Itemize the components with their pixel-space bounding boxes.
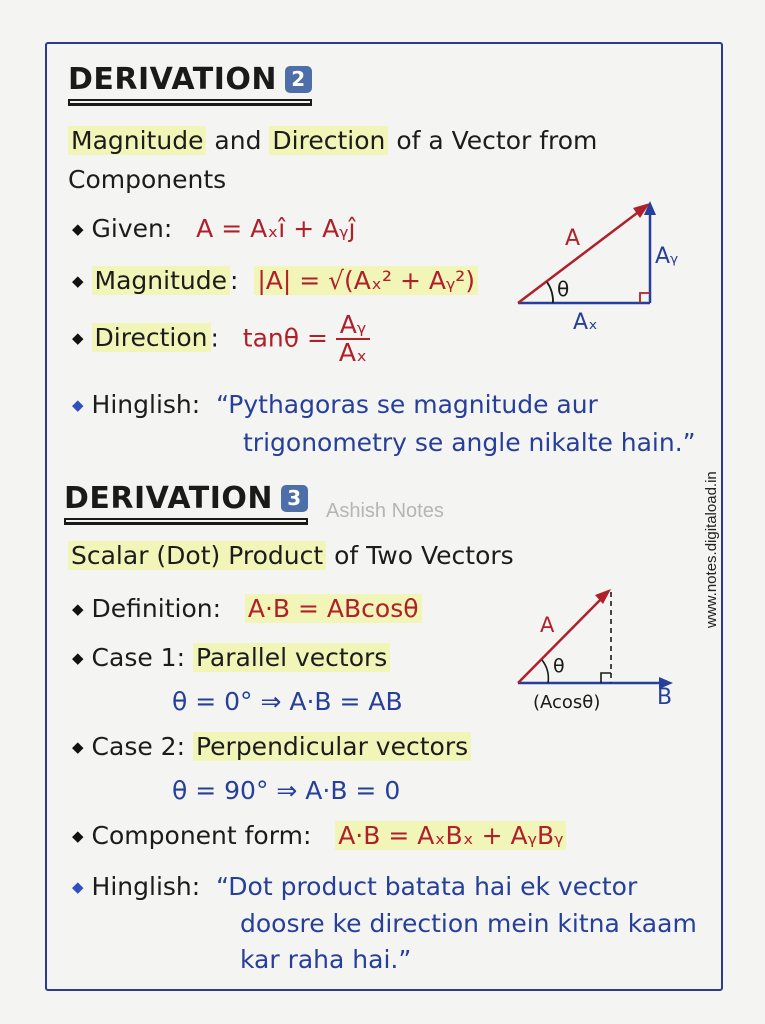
hinglish-line2: trigonometry se angle nikalte hain.” — [243, 428, 696, 457]
direction-row: ◆ Direction : tanθ = $\frac{\text{Aᵧ}}{\text{Aₓ}}$ — [72, 312, 370, 367]
vector-b-label: B — [657, 685, 673, 710]
vector-components-diagram — [505, 195, 705, 340]
side-url: www.notes.digitaload.in — [703, 471, 720, 628]
bullet-icon: ◆ — [72, 649, 84, 667]
hinglish-label: Hinglish — [91, 390, 192, 419]
d3-hinglish-row: ◆ Hinglish: “Dot product batata hai ek vector — [72, 872, 638, 901]
bullet-icon: ◆ — [72, 827, 84, 845]
component-label: Component form — [91, 821, 303, 850]
case1-row — [72, 643, 390, 672]
case1-desc: Parallel vectors — [193, 643, 390, 672]
theta-arc — [547, 282, 553, 303]
vector-a-label: A — [540, 613, 555, 637]
hinglish-line3: kar raha hai.” — [240, 945, 412, 974]
derivation-3-number-badge: 3 — [281, 485, 308, 512]
magnitude-row: ◆ Magnitude : |A| = √(Aₓ² + Aᵧ²) — [72, 266, 478, 295]
derivation-2-title: DERIVATION — [68, 62, 277, 97]
subtitle-and: and — [214, 126, 262, 155]
bullet-icon: ◆ — [72, 600, 84, 618]
case2-formula: θ = 90° ⇒ A·B = 0 — [172, 776, 401, 805]
case2-row — [72, 732, 471, 761]
subtitle-direction: Direction — [269, 126, 388, 155]
hinglish-line1: “Dot product batata hai ek vector — [216, 872, 638, 901]
subtitle-magnitude: Magnitude — [68, 126, 206, 155]
definition-formula: A·B = ABcosθ — [245, 594, 422, 623]
bullet-icon: ◆ — [72, 220, 84, 238]
direction-fraction — [336, 312, 370, 367]
fraction-numerator: Aᵧ — [336, 312, 370, 340]
subtitle-line2: Components — [68, 165, 227, 194]
derivation-3-title: DERIVATION — [64, 481, 273, 516]
direction-lhs: tanθ = — [242, 323, 328, 353]
dot-product-diagram — [505, 580, 695, 720]
case1-formula: θ = 0° ⇒ A·B = AB — [172, 687, 403, 716]
hinglish-line1: “Pythagoras se magnitude aur — [216, 390, 598, 419]
magnitude-label: Magnitude — [92, 266, 230, 295]
bullet-icon: ◆ — [72, 738, 84, 756]
derivation-2-number-badge: 2 — [285, 66, 312, 93]
watermark-text: Ashish Notes — [326, 500, 444, 522]
hinglish-line2: doosre ke direction mein kitna kaam — [240, 909, 697, 938]
subtitle-rest: of a Vector from — [396, 126, 598, 155]
definition-row: ◆ Definition: A·B = ABcosθ — [72, 594, 422, 623]
magnitude-formula: |A| = √(Aₓ² + Aᵧ²) — [254, 266, 478, 295]
theta-label: θ — [557, 277, 570, 301]
fraction-denominator: Aₓ — [338, 338, 368, 368]
subtitle-scalar-product: Scalar (Dot) Product — [68, 541, 326, 570]
theta-arc — [542, 660, 548, 683]
derivation-3-subtitle — [68, 541, 514, 570]
case1-label: Case 1: — [91, 643, 186, 672]
case2-desc: Perpendicular vectors — [193, 732, 471, 761]
right-angle-mark — [601, 673, 611, 683]
hinglish-label: Hinglish — [91, 872, 192, 901]
vector-a-label: A — [565, 226, 581, 251]
bullet-icon: ◆ — [72, 878, 84, 896]
definition-label: Definition — [91, 594, 213, 623]
subtitle-rest: of Two Vectors — [334, 541, 514, 570]
right-angle-mark — [640, 293, 650, 303]
bullet-icon: ◆ — [72, 329, 84, 348]
derivation-2-heading — [68, 62, 312, 101]
vector-a-line — [518, 207, 645, 303]
component-row: ◆ Component form: A·B = AₓBₓ + AᵧBᵧ — [72, 821, 566, 850]
direction-label: Direction — [92, 323, 211, 352]
derivation-2-subtitle — [68, 126, 597, 155]
given-label: Given — [91, 214, 164, 243]
bullet-icon: ◆ — [72, 396, 84, 414]
component-formula: A·B = AₓBₓ + AᵧBᵧ — [335, 821, 566, 850]
d2-hinglish-row: ◆ Hinglish: “Pythagoras se magnitude aur — [72, 390, 598, 419]
case2-label: Case 2: — [91, 732, 186, 761]
theta-label: θ — [553, 655, 565, 677]
derivation-3-heading — [64, 481, 308, 520]
given-row: ◆ Given: A = Aₓî + Aᵧĵ — [72, 214, 356, 243]
given-formula: A = Aₓî + Aᵧĵ — [196, 214, 356, 243]
projection-label: (Acosθ) — [533, 692, 601, 713]
ay-label: Aᵧ — [655, 244, 679, 269]
bullet-icon: ◆ — [72, 272, 84, 290]
ax-label: Aₓ — [573, 310, 598, 335]
